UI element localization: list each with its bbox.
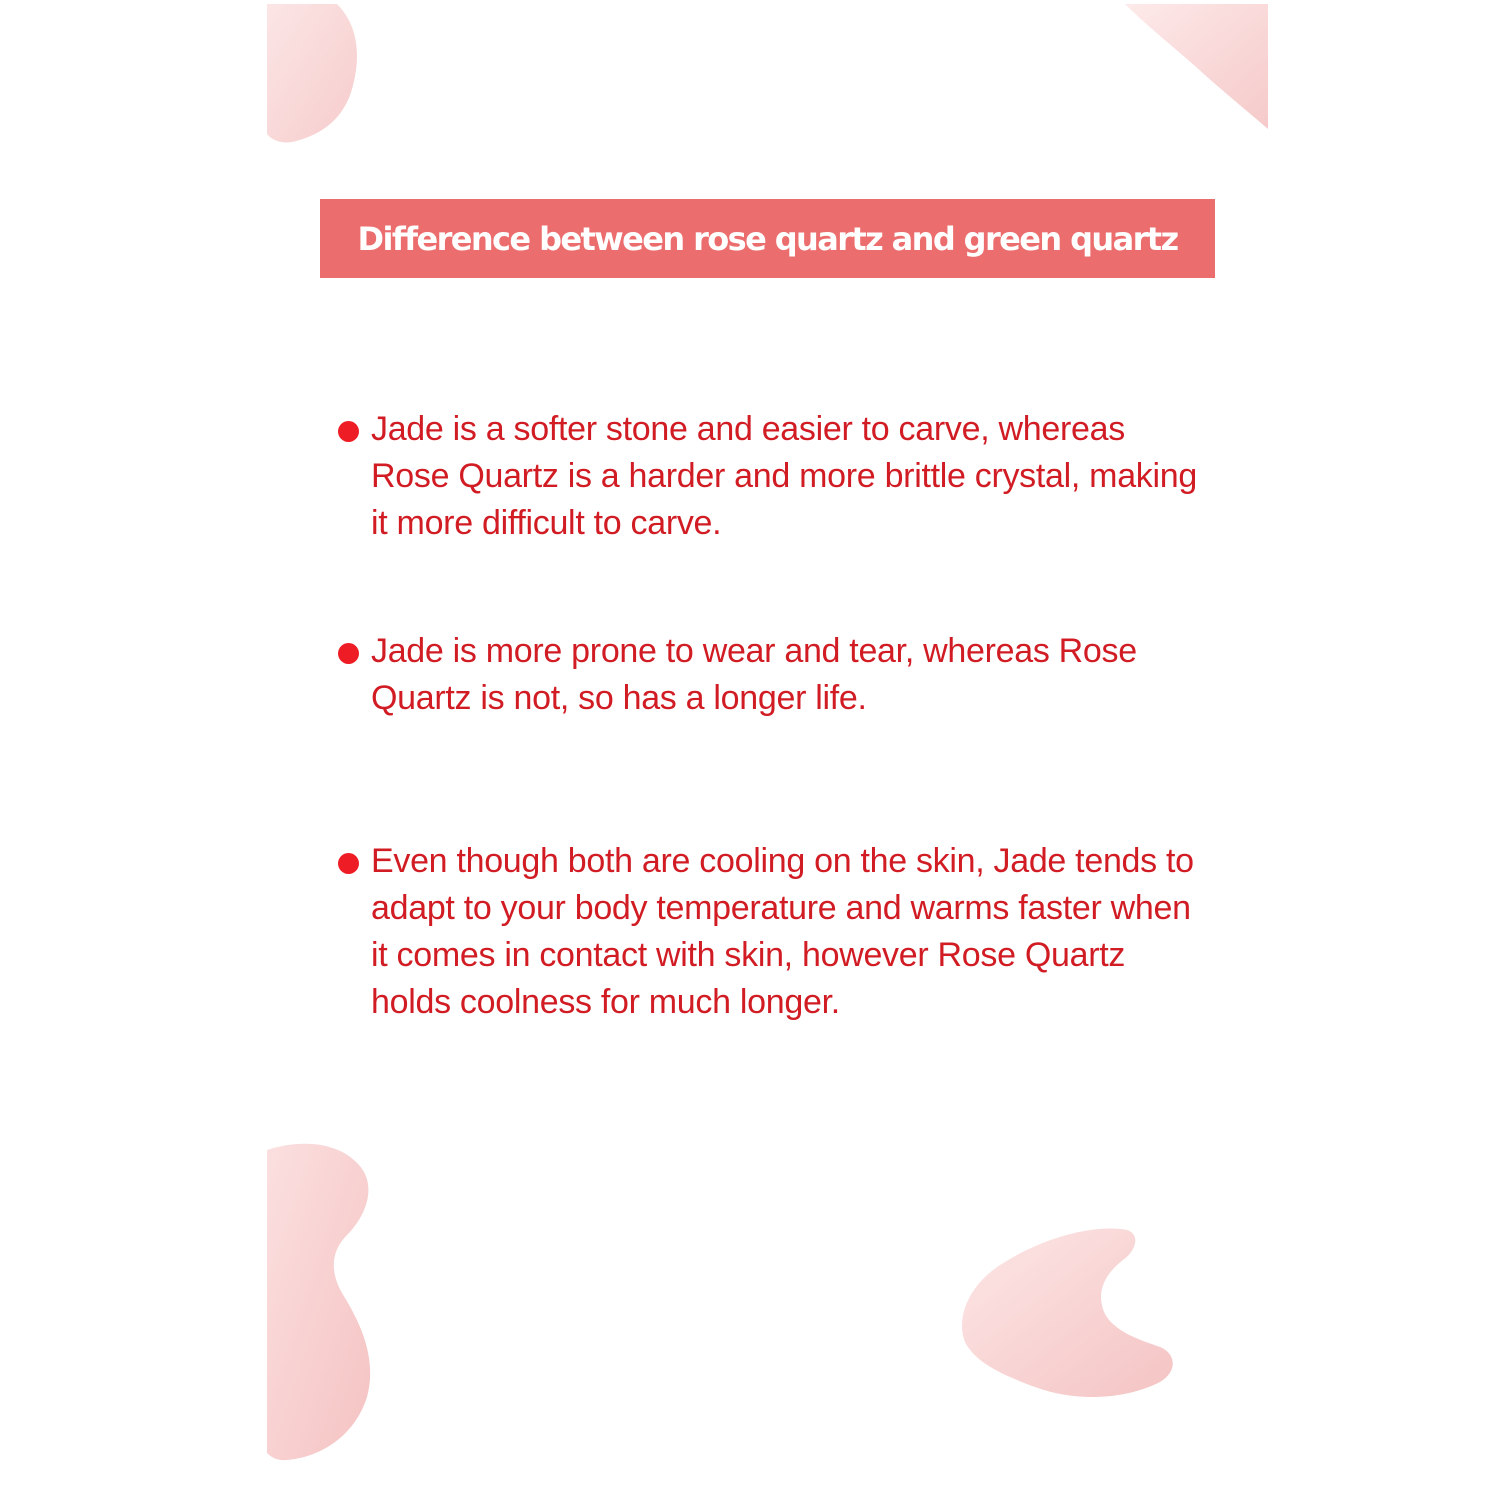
list-item — [338, 838, 1218, 1026]
heading-banner — [320, 199, 1215, 278]
point-text: Even though both are cooling on the skin, Jade tends to adapt to your body temperature and warms faster when it comes in contact with skin, however Rose Quartz holds coolness for much longer. — [371, 842, 1194, 1021]
point-text: Jade is a softer stone and easier to carve, whereas Rose Quartz is a harder and more brittle crystal, making it more difficult to carve. — [371, 410, 1197, 542]
list-item — [338, 628, 1218, 722]
bullet-dot-icon — [338, 421, 359, 442]
heading-title: Difference between rose quartz and green quartz — [357, 219, 1178, 258]
bullet-dot-icon — [338, 853, 359, 874]
bullet-dot-icon — [338, 643, 359, 664]
list-item — [338, 406, 1218, 547]
point-text: Jade is more prone to wear and tear, whereas Rose Quartz is not, so has a longer life. — [371, 632, 1137, 717]
